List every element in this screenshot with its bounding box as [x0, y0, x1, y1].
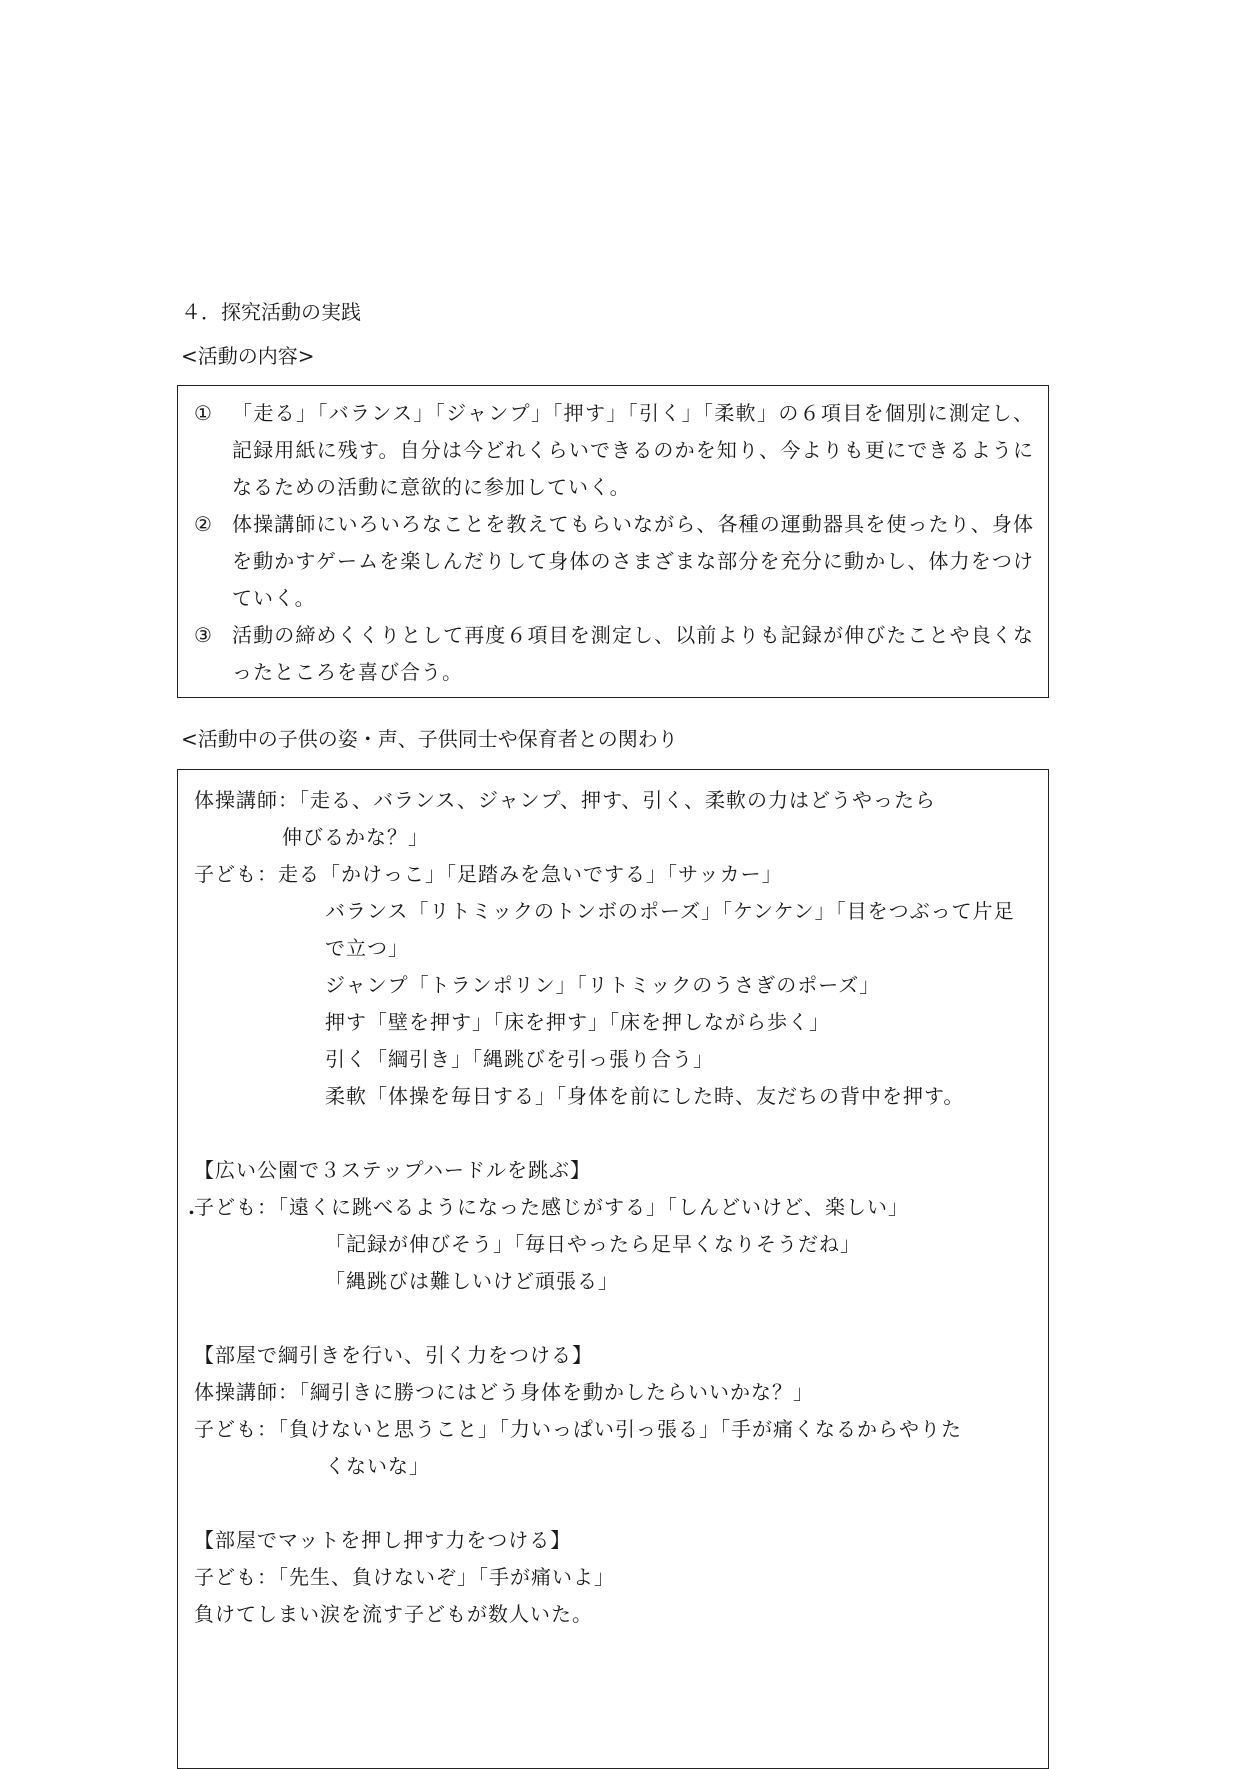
- item-number: ②: [194, 512, 212, 536]
- item-text: 体操講師にいろいろなことを教えてもらいながら、各種の運動器具を使ったり、身体を動かすゲームを楽しんだりして身体のさまざまな部分を充分に動かし、体力をつけていく。: [232, 512, 1034, 610]
- item-number: ①: [194, 401, 212, 425]
- voice-line: 体操講師：「走る、バランス、ジャンプ、押す、引く、柔軟の力はどうやったら: [194, 788, 936, 812]
- item-number: ③: [194, 623, 212, 647]
- voice-line: 子ども：「先生、負けないぞ」「手が痛いよ」: [194, 1565, 615, 1589]
- voices-heading: <活動中の子供の姿・声、子供同士や保育者との関わり: [181, 727, 678, 751]
- voice-line: 押す「壁を押す」「床を押す」「床を押しながら歩く」: [325, 1010, 830, 1034]
- voice-line: 【広い公園で３ステップハードルを跳ぶ】: [194, 1158, 591, 1182]
- voice-line: 子ども：走る「かけっこ」「足踏みを急いでする」「サッカー」: [194, 862, 783, 886]
- voice-line: 【部屋で綱引きを行い、引く力をつける】: [194, 1343, 593, 1367]
- voice-line: 【部屋でマットを押し押す力をつける】: [194, 1528, 572, 1552]
- voice-line: 子ども：「負けないと思うこと」「力いっぱい引っ張る」「手が痛くなるからやりた: [194, 1417, 962, 1441]
- activity-content-box: [177, 385, 1049, 698]
- content-heading: <活動の内容>: [181, 344, 315, 368]
- blank-line: [194, 1115, 1034, 1152]
- item-text: 活動の締めくくりとして再度６項目を測定し、以前よりも記録が伸びたことや良くなったところを喜び合う。: [232, 623, 1034, 684]
- voice-line: 柔軟「体操を毎日する」「身体を前にした時、友だちの背中を押す。: [325, 1084, 965, 1108]
- children-voices-box: [177, 769, 1049, 1769]
- voice-line: 負けてしまい涙を流す子どもが数人いた。: [194, 1602, 593, 1626]
- voice-line: 引く「綱引き」「縄跳びを引っ張り合う」: [325, 1047, 714, 1071]
- content-item: [194, 506, 1034, 617]
- voice-line: 「縄跳びは難しいけど頑張る」: [325, 1269, 619, 1293]
- voice-line: 子ども：「遠くに跳べるようになった感じがする」「しんどいけど、楽しい」 .: [194, 1189, 1034, 1226]
- voice-list: [188, 782, 1034, 1633]
- voice-line: で立つ」: [325, 936, 409, 960]
- blank-line: [194, 1485, 1034, 1522]
- item-text: 「走る」「バランス」「ジャンプ」「押す」「引く」「柔軟」の６項目を個別に測定し、記録用紙に残す。自分は今どれくらいできるのかを知り、今よりも更にできるようになるための活動に意欲的に参加していく。: [232, 401, 1034, 499]
- section-title: ４．探究活動の実践: [181, 300, 361, 324]
- voice-line: 伸びるかな？」: [282, 825, 429, 849]
- voice-line: ジャンプ「トランポリン」「リトミックのうさぎのポーズ」: [325, 973, 881, 997]
- content-item: [194, 395, 1034, 506]
- blank-line: [194, 1300, 1034, 1337]
- content-item: [194, 617, 1034, 691]
- voice-line: 体操講師：「綱引きに勝つにはどう身体を動かしたらいいかな？」: [194, 1380, 814, 1404]
- stray-dot-mark: .: [188, 1195, 196, 1219]
- voice-line: 「記録が伸びそう」「毎日やったら足早くなりそうだね」: [325, 1232, 861, 1256]
- voice-line: くないな」: [325, 1454, 430, 1478]
- voice-line: バランス「リトミックのトンボのポーズ」「ケンケン」「目をつぶって片足: [325, 899, 1015, 923]
